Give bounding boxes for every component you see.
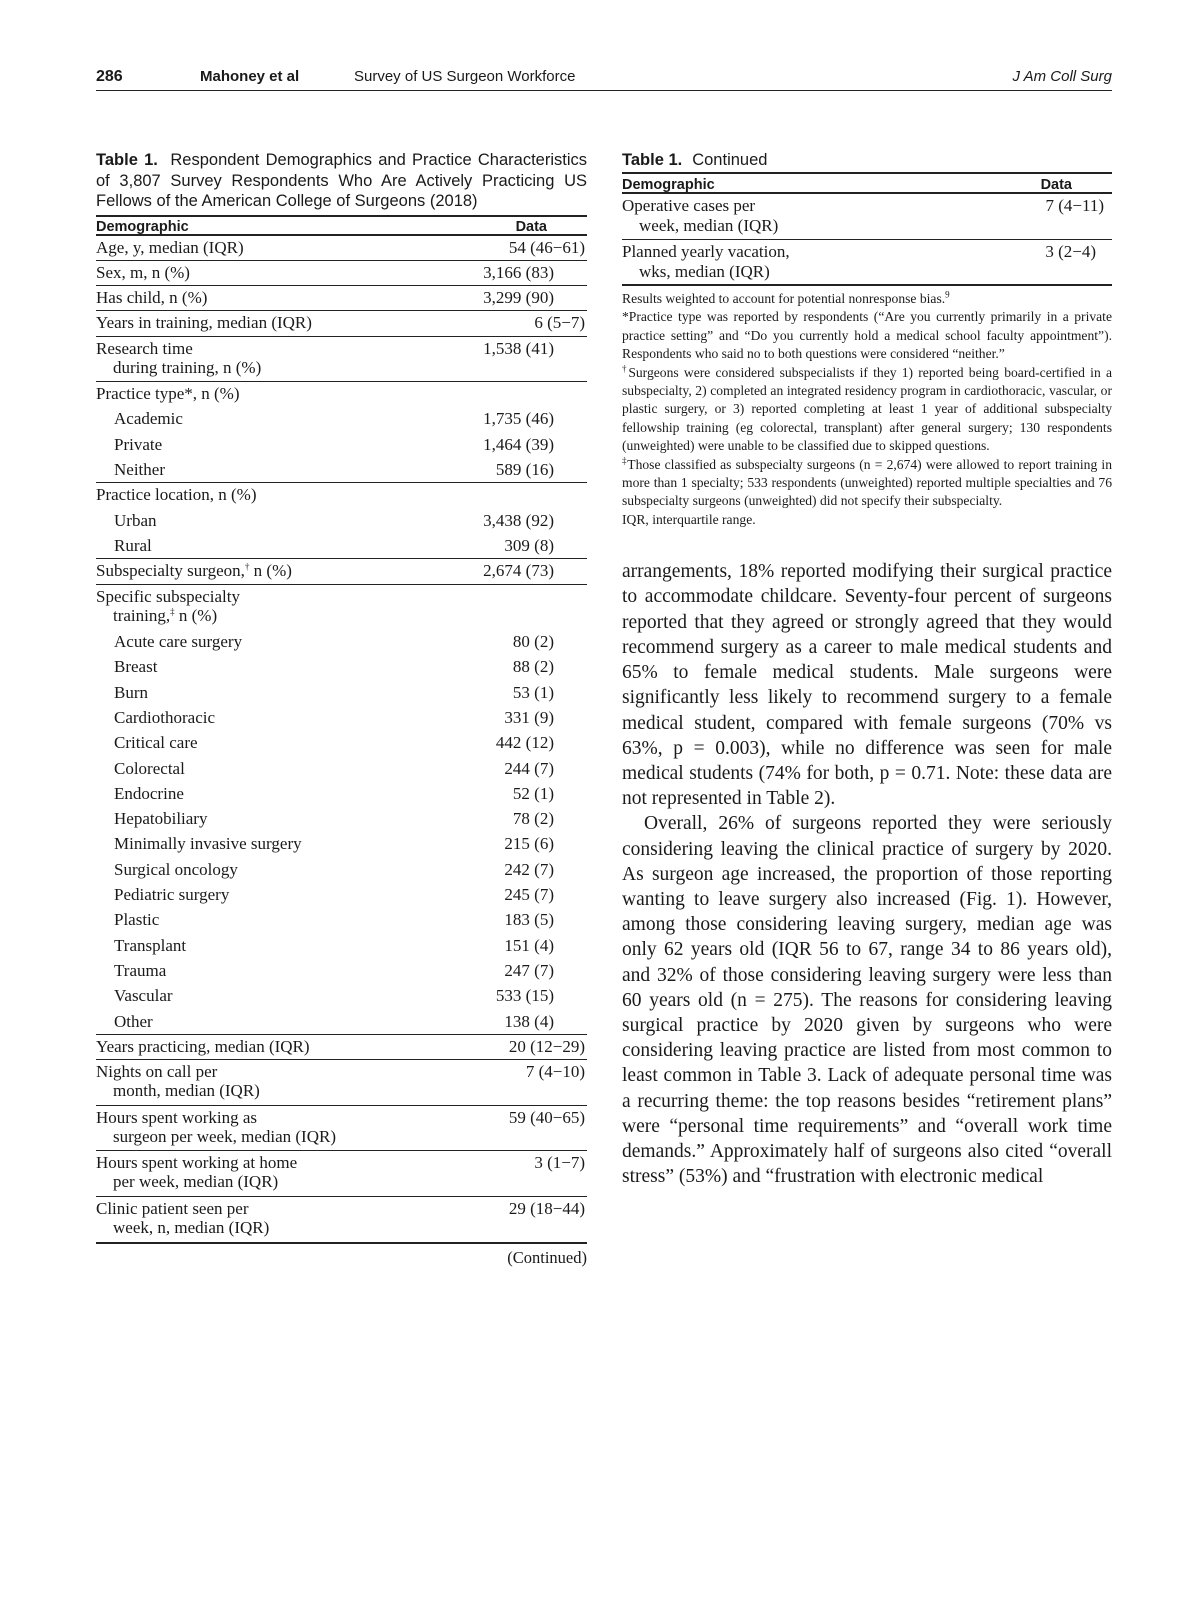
table-continued-note: (Continued) <box>96 1242 587 1268</box>
table-row: Subspecialty surgeon,† n (%) 2,674 (73) <box>96 559 587 584</box>
footnote: *Practice type was reported by respondents (“Are you currently primarily in a private practice setting” and “Do you currently hold a medical school faculty appointment”). Respondents who said no to both questions were considered “neither.” <box>622 309 1112 362</box>
table1-continued-header-row <box>622 172 1112 194</box>
table-footnotes <box>622 290 1112 529</box>
col-data: Data <box>515 218 547 235</box>
table-row: Critical care 442 (12) <box>114 733 554 753</box>
footnote: †Surgeons were considered subspecialists if they 1) reported being board-certified in a subspecialty, 2) completed an integrated residency program in cardiothoracic, vascular, or plastic surgery, or 3) reported completing at least 1 year of additional subspecialty fellowship training (eg colorectal, transplant) after general surgery; 130 respondents (unweighted) were unable to be classified due to skipped questions. <box>622 363 1112 454</box>
table-row: Trauma 247 (7) <box>114 960 554 980</box>
table-row: Neither 589 (16) <box>96 458 587 483</box>
running-header <box>96 68 1112 92</box>
body-text <box>622 559 1112 1189</box>
running-authors: Mahoney et al <box>200 68 300 85</box>
table-row: Acute care surgery 80 (2) <box>114 632 554 652</box>
table-row: Surgical oncology 242 (7) <box>114 859 554 879</box>
table-row: Academic 1,735 (46) <box>114 409 554 429</box>
table-row: Minimally invasive surgery 215 (6) <box>114 834 554 854</box>
table-row: Endocrine 52 (1) <box>114 783 554 803</box>
table-row: Operative cases per week, median (IQR) 7 (4−11) <box>622 194 1112 240</box>
table-row: Specific subspecialty training,‡ n (%) <box>96 586 240 625</box>
table-row: Years practicing, median (IQR) 20 (12−29) <box>96 1035 587 1060</box>
table-row: Vascular 533 (15) <box>114 986 554 1006</box>
table-row: Breast 88 (2) <box>114 657 554 677</box>
table-row: Clinic patient seen per week, n, median (IQR) 29 (18−44) <box>96 1198 585 1237</box>
table-row: Other 138 (4) <box>96 1010 587 1035</box>
paragraph: arrangements, 18% reported modifying their surgical practice to accommodate childcare. Seventy-four percent of surgeons reported that they agreed or strongly agreed that they would recommend surgery as a career to male medical students and 65% to female medical students. Male surgeons were significantly less likely to recommend surgery to a female medical student, compared with female surgeons (70% vs 63%, p = 0.003), while no difference was seen for male medical students (74% for both, p = 0.71. Note: these data are not represented in Table 2). <box>622 561 1112 810</box>
table-row: Years in training, median (IQR) 6 (5−7) <box>96 311 587 336</box>
table-row: Sex, m, n (%) 3,166 (83) <box>96 261 587 286</box>
table-row: Cardiothoracic 331 (9) <box>114 707 554 727</box>
table1-caption: Table 1. Respondent Demographics and Practice Characteristics of 3,807 Survey Respondents Who Are Actively Practicing US Fellows of the American College of Surgeons (2018) <box>96 151 587 210</box>
col-data: Data <box>1040 177 1072 193</box>
col-demographic: Demographic <box>622 177 715 193</box>
table-row: Practice location, n (%) <box>96 485 257 505</box>
table-row: Private 1,464 (39) <box>114 434 554 454</box>
table1-continued-caption: Table 1. Continued <box>622 151 768 169</box>
table-row: Colorectal 244 (7) <box>114 758 554 778</box>
table-row: Plastic 183 (5) <box>114 910 554 930</box>
table-row: Nights on call per month, median (IQR) 7 (4−10) <box>96 1060 587 1106</box>
table-row: Urban 3,438 (92) <box>114 510 554 530</box>
header-rule <box>96 90 1112 91</box>
table1-header-row <box>96 215 587 236</box>
table-row: Transplant 151 (4) <box>114 935 554 955</box>
table-row: Practice type*, n (%) <box>96 384 240 404</box>
table1-section <box>96 150 587 1268</box>
page-number: 286 <box>96 68 123 85</box>
running-title: Survey of US Surgeon Workforce <box>354 68 576 85</box>
paragraph: Overall, 26% of surgeons reported they were seriously considering leaving the clinical practice of surgery by 2020. As surgeon age increased, the proportion of those reporting wanting to leave surgery also increased (Fig. 1). However, among those considering leaving surgery, median age was only 62 years old (IQR 56 to 67, range 34 to 86 years old), and 32% of those considering leaving surgery were less than 60 years old (n = 275). The reasons for considering leaving surgical practice by 2020 given by surgeons who were considering leaving practice are listed from most common to least common in Table 3. Lack of adequate personal time was a recurring theme: the top reasons besides “retirement plans” were “personal time requirements” and “overall work time demands.” Approximately half of surgeons also cited “overall stress” (53%) and “frustration with electronic medical <box>622 813 1112 1188</box>
table-row: Rural 309 (8) <box>96 534 587 559</box>
right-column <box>622 150 1112 1189</box>
table-row: Research time during training, n (%) 1,538 (41) <box>96 337 587 383</box>
table-row: Burn 53 (1) <box>114 682 554 702</box>
footnote: Results weighted to account for potential nonresponse bias.$^9$ <box>622 289 950 306</box>
footnote: ‡Those classified as subspecialty surgeons (n = 2,674) were allowed to report training in more than 1 specialty; 533 respondents (unweighted) reported multiple specialties and 76 subspecialty surgeons (unweighted) did not specify their subspecialty. <box>622 455 1112 509</box>
table-row: Hepatobiliary 78 (2) <box>114 809 554 829</box>
table-row: Pediatric surgery 245 (7) <box>114 885 554 905</box>
table-row: Has child, n (%) 3,299 (90) <box>96 286 587 311</box>
table-row: Age, y, median (IQR) 54 (46−61) <box>96 236 587 261</box>
table-row: Planned yearly vacation, wks, median (IQR) 3 (2−4) <box>622 240 1112 286</box>
journal-name: J Am Coll Surg <box>1012 68 1112 85</box>
footnote: IQR, interquartile range. <box>622 511 756 527</box>
col-demographic: Demographic <box>96 218 189 235</box>
table-row: Hours spent working at home per week, median (IQR) 3 (1−7) <box>96 1151 587 1197</box>
table-row: Hours spent working as surgeon per week, median (IQR) 59 (40−65) <box>96 1106 587 1152</box>
